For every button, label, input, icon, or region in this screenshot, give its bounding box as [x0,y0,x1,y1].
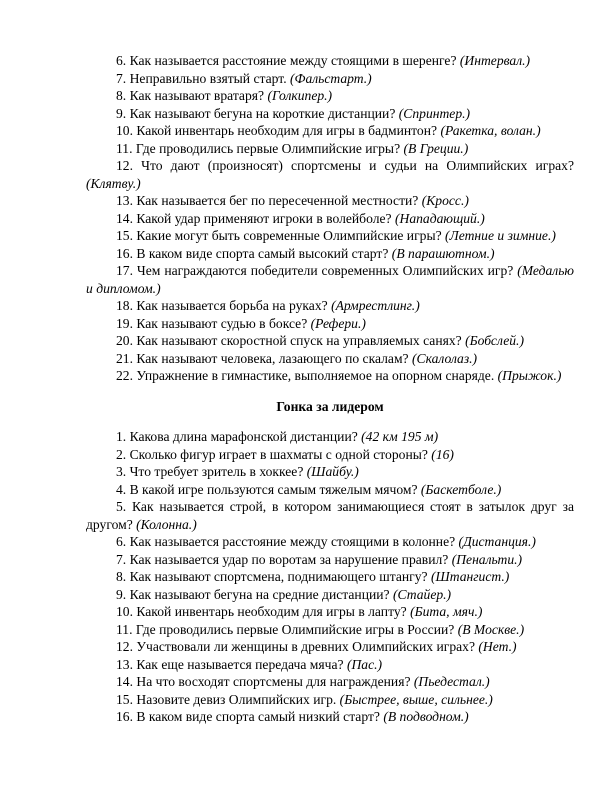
answer-text: (Фальстарт.) [290,70,372,86]
document-page [86,52,574,726]
question-text: 21. Как называют человека, лазающего по скалам? [116,350,412,366]
quiz-item [86,192,574,210]
answer-text: (Летние и зимние.) [445,228,556,243]
question-text: 12. Что дают (произносят) спортсмены и судьи на Олимпийских играх? [116,158,574,173]
quiz-item [86,481,574,499]
answer-text: (Стайер.) [392,586,452,602]
question-text: 20. Как называют скоростной спуск на управляемых санях? [116,333,466,348]
quiz-item [86,210,574,228]
answer-text: (Клятву.) [86,175,141,191]
question-text: 8. Как называют вратаря? [116,88,268,103]
quiz-item [86,586,574,604]
question-text: 16. В каком виде спорта самый низкий старт? [116,709,384,724]
quiz-item [86,638,574,656]
quiz-item [86,551,574,569]
answer-text: (Ракетка, волан.) [440,123,541,138]
quiz-item [86,157,574,192]
question-text: 10. Какой инвентарь необходим для игры в бадминтон? [116,123,441,138]
quiz-item [86,446,574,464]
quiz-item [86,140,574,158]
answer-text: (Пас.) [346,656,383,672]
question-text: 9. Как называют бегуна на короткие дистанции? [116,105,399,121]
quiz-item [86,498,574,533]
question-text: 14. На что восходят спортсмены для награждения? [116,674,414,689]
quiz-item [86,245,574,263]
quiz-item [86,87,574,105]
answer-text: (Интервал.) [459,53,531,68]
quiz-item [86,122,574,140]
answer-text: (Медалью и дипломом.) [86,263,574,296]
answer-text: (Прыжок.) [497,368,562,383]
answer-text: (Нет.) [478,639,517,654]
answer-text: (Армрестлинг.) [331,298,420,313]
answer-text: (Кросс.) [421,193,469,208]
answer-text: (В Греции.) [403,140,469,156]
question-text: 16. В каком виде спорта самый высокий старт? [116,245,392,261]
question-text: 2. Сколько фигур играет в шахматы с одной стороны? [116,446,432,462]
question-text: 17. Чем награждаются победители современных Олимпийских игр? [116,263,518,278]
answer-text: (Баскетболе.) [420,481,502,497]
quiz-section-2 [86,428,574,726]
answer-text: (Бита, мяч.) [410,604,483,619]
quiz-item [86,297,574,315]
question-text: 3. Что требует зритель в хоккее? [116,464,307,479]
section-heading: Гонка за лидером [276,398,384,414]
answer-text: (Рефери.) [310,315,366,331]
question-text: 7. Как называется удар по воротам за нарушение правил? [116,551,452,567]
question-text: 5. Как называется строй, в котором занимающиеся стоят в затылок друг за другом? [86,499,574,532]
quiz-item [86,262,574,297]
quiz-item [86,533,574,551]
quiz-item [86,463,574,481]
quiz-item [86,656,574,674]
question-text: 14. Какой удар применяют игроки в волейболе? [116,210,395,226]
quiz-item [86,70,574,88]
quiz-item [86,332,574,350]
question-text: 18. Как называется борьба на руках? [116,298,332,313]
quiz-item [86,708,574,726]
answer-text: (Штангист.) [431,569,510,584]
quiz-section-1 [86,52,574,385]
answer-text: (Скалолаз.) [411,350,478,366]
question-text: 22. Упражнение в гимнастике, выполняемое на опорном снаряде. [116,368,498,383]
question-text: 6. Как называется расстояние между стоящими в колонне? [116,534,459,549]
answer-text: (Дистанция.) [458,534,536,549]
quiz-item [86,315,574,333]
question-text: 8. Как называют спортсмена, поднимающего штангу? [116,569,431,584]
question-text: 19. Как называют судью в боксе? [116,315,311,331]
answer-text: (42 км 195 м) [361,429,439,444]
answer-text: (16) [431,446,454,462]
quiz-item [86,227,574,245]
question-text: 12. Участвовали ли женщины в древних Олимпийских играх? [116,639,479,654]
quiz-item [86,52,574,70]
answer-text: (Пенальти.) [451,551,523,567]
quiz-item [86,428,574,446]
question-text: 15. Назовите девиз Олимпийских игр. [116,691,340,707]
answer-text: (Бобслей.) [465,333,524,348]
answer-text: (В подводном.) [383,709,469,724]
answer-text: (Спринтер.) [398,105,471,121]
answer-text: (В парашютном.) [391,245,495,261]
quiz-item [86,621,574,639]
answer-text: (Пьедестал.) [413,674,490,689]
question-text: 11. Где проводились первые Олимпийские игры? [116,140,404,156]
answer-text: (Шайбу.) [306,464,359,479]
answer-text: (Голкипер.) [267,88,333,103]
question-text: 13. Как называется бег по пересеченной местности? [116,193,422,208]
answer-text: (В Москве.) [457,621,525,637]
question-text: 9. Как называют бегуна на средние дистанции? [116,586,393,602]
quiz-item [86,105,574,123]
quiz-item [86,568,574,586]
quiz-item [86,350,574,368]
question-text: 13. Как еще называется передача мяча? [116,656,347,672]
quiz-item [86,367,574,385]
question-text: 10. Какой инвентарь необходим для игры в лапту? [116,604,411,619]
quiz-item [86,691,574,709]
answer-text: (Нападающий.) [394,210,485,226]
question-text: 1. Какова длина марафонской дистанции? [116,429,362,444]
question-text: 4. В какой игре пользуются самым тяжелым мячом? [116,481,421,497]
answer-text: (Быстрее, выше, сильнее.) [339,691,493,707]
question-text: 6. Как называется расстояние между стоящими в шеренге? [116,53,460,68]
question-text: 11. Где проводились первые Олимпийские игры в России? [116,621,458,637]
quiz-item [86,603,574,621]
question-text: 7. Неправильно взятый старт. [116,70,290,86]
quiz-item [86,673,574,691]
question-text: 15. Какие могут быть современные Олимпийские игры? [116,228,446,243]
answer-text: (Колонна.) [136,516,197,532]
